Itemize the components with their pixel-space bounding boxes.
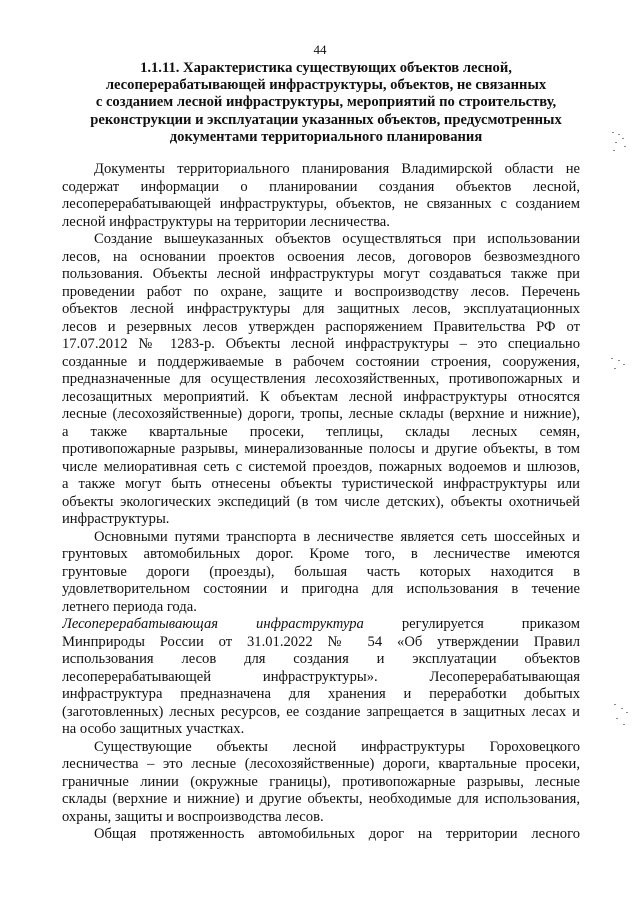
text-line: использования лесов для создания и эксплуатации объектов — [62, 651, 580, 667]
text-line: Минприроды России от 31.01.2022 № 54 «Об утверждении Правил — [62, 633, 580, 650]
scan-artifact — [612, 700, 632, 740]
text-line: а также квартальные просеки, теплицы, склады лесных семян, — [62, 423, 580, 440]
text-line: (заготовленных) лесных ресурсов, ее создание запрещается в защитных лесах и — [62, 703, 580, 720]
text-line: лесов, на основании проектов освоения лесов, договоров безвозмездного — [62, 248, 580, 265]
text-fragment: регулируется приказом — [401, 616, 580, 632]
paragraph-existing-objects — [62, 739, 580, 827]
document-body — [62, 161, 580, 844]
scan-artifact — [610, 128, 630, 168]
text-line: числе мелиоративная сеть с системой проездов, пожарных водоемов и шлюзов, — [62, 458, 580, 475]
text-line: предназначенные для осуществления лесохозяйственных, противопожарных и — [62, 371, 580, 387]
scan-artifact — [608, 352, 628, 392]
text-line: на особо защитных участках. — [62, 721, 245, 737]
text-line: Общая протяженность автомобильных дорог на территории лесного — [94, 826, 580, 842]
text-line: инфраструктуры. — [62, 511, 170, 527]
text-line: лесов и резервных лесов утвержден распоряжением Правительства РФ от — [62, 318, 580, 335]
text-line: созданные и поддерживаемые в рабочем состоянии строения, сооружения, — [62, 353, 580, 370]
text-line: пользования. Объекты лесной инфраструктуры могут создаваться также при — [62, 266, 580, 282]
heading-line: лесоперерабатывающей инфраструктуры, объектов, не связанных — [105, 77, 547, 94]
text-line: склады (верхние и нижние) и другие объекты, необходимые для использования, — [62, 791, 580, 807]
text-line: Документы территориального планирования Владимирской области не — [94, 161, 580, 177]
text-line: инфраструктура предназначена для хранения и переработки добытых — [62, 686, 580, 702]
heading-line: документами территориального планирования — [169, 128, 483, 145]
text-line: лесные (лесохозяйственные) дороги, тропы, лесные склады (верхние и нижние), — [62, 406, 580, 422]
text-line: объекты экологических экспедиций (в том числе детских), объекты охотничьей — [62, 493, 580, 510]
page-number: 44 — [313, 42, 327, 57]
text-line: грунтовых автомобильных дорог. Кроме того, в лесничестве имеются — [62, 546, 580, 562]
heading-line: реконструкции и эксплуатации указанных объектов, предусмотренных — [90, 111, 562, 128]
text-line: Основными путями транспорта в лесничестве является сеть шоссейных и — [94, 528, 580, 545]
text-line: грунтовые дороги (проезды), большая часть которых находится в — [62, 563, 580, 580]
text-line: граничные линии (окружные границы), противопожарные разрывы, лесные — [62, 773, 580, 790]
paragraph-transport-routes — [62, 529, 580, 617]
heading-line: с созданием лесной инфраструктуры, мероприятий по строительству, — [95, 94, 557, 111]
text-line: 17.07.2012 № 1283-р. Объекты лесной инфраструктуры – это специально — [62, 336, 580, 352]
paragraph-planning-documents — [62, 161, 580, 231]
paragraph-road-length — [62, 826, 580, 844]
text-line: лесоперерабатывающей инфраструктуры, объектов, не связанных с созданием — [62, 196, 580, 212]
text-line: Существующие объекты лесной инфраструктуры Гороховецкого — [94, 738, 580, 755]
text-line: содержат информации о планировании создания объектов лесной, — [62, 178, 580, 195]
text-line: а также могут быть отнесены объекты туристической инфраструктуры или — [62, 476, 580, 492]
text-line: лесной инфраструктуры на территории лесничества. — [62, 213, 390, 230]
text-line: летнего периода года. — [62, 598, 197, 615]
paragraph-infrastructure-objects — [62, 231, 580, 529]
text-line: противопожарные разрывы, минерализованные полосы и другие объекты, в том — [62, 441, 580, 457]
text-line: лесозащитных мероприятий. К объектам лесной инфраструктуры относятся — [62, 388, 580, 405]
text-line: лесничества – это лесные (лесохозяйственные) дороги, квартальные просеки, — [62, 756, 580, 772]
heading-line: 1.1.11. Характеристика существующих объектов лесной, — [140, 60, 512, 76]
text-line: проведении работ по охране, защите и воспроизводству лесов. Перечень — [62, 283, 580, 300]
text-line: охраны, защиты и воспроизводства лесов. — [62, 808, 324, 825]
italic-term: Лесоперерабатывающая инфраструктура — [62, 616, 364, 632]
text-line: удовлетворительном состоянии и пригодна для использования в течение — [62, 581, 580, 597]
text-line: лесоперерабатывающей инфраструктуры». Лесоперерабатывающая — [62, 668, 580, 685]
text-line — [62, 616, 580, 634]
section-heading — [78, 60, 574, 146]
text-line: Создание вышеуказанных объектов осуществляться при использовании — [94, 231, 580, 247]
paragraph-wood-processing — [62, 616, 580, 739]
text-line: объектов лесной инфраструктуры для защитных лесов, эксплуатационных — [62, 301, 580, 317]
